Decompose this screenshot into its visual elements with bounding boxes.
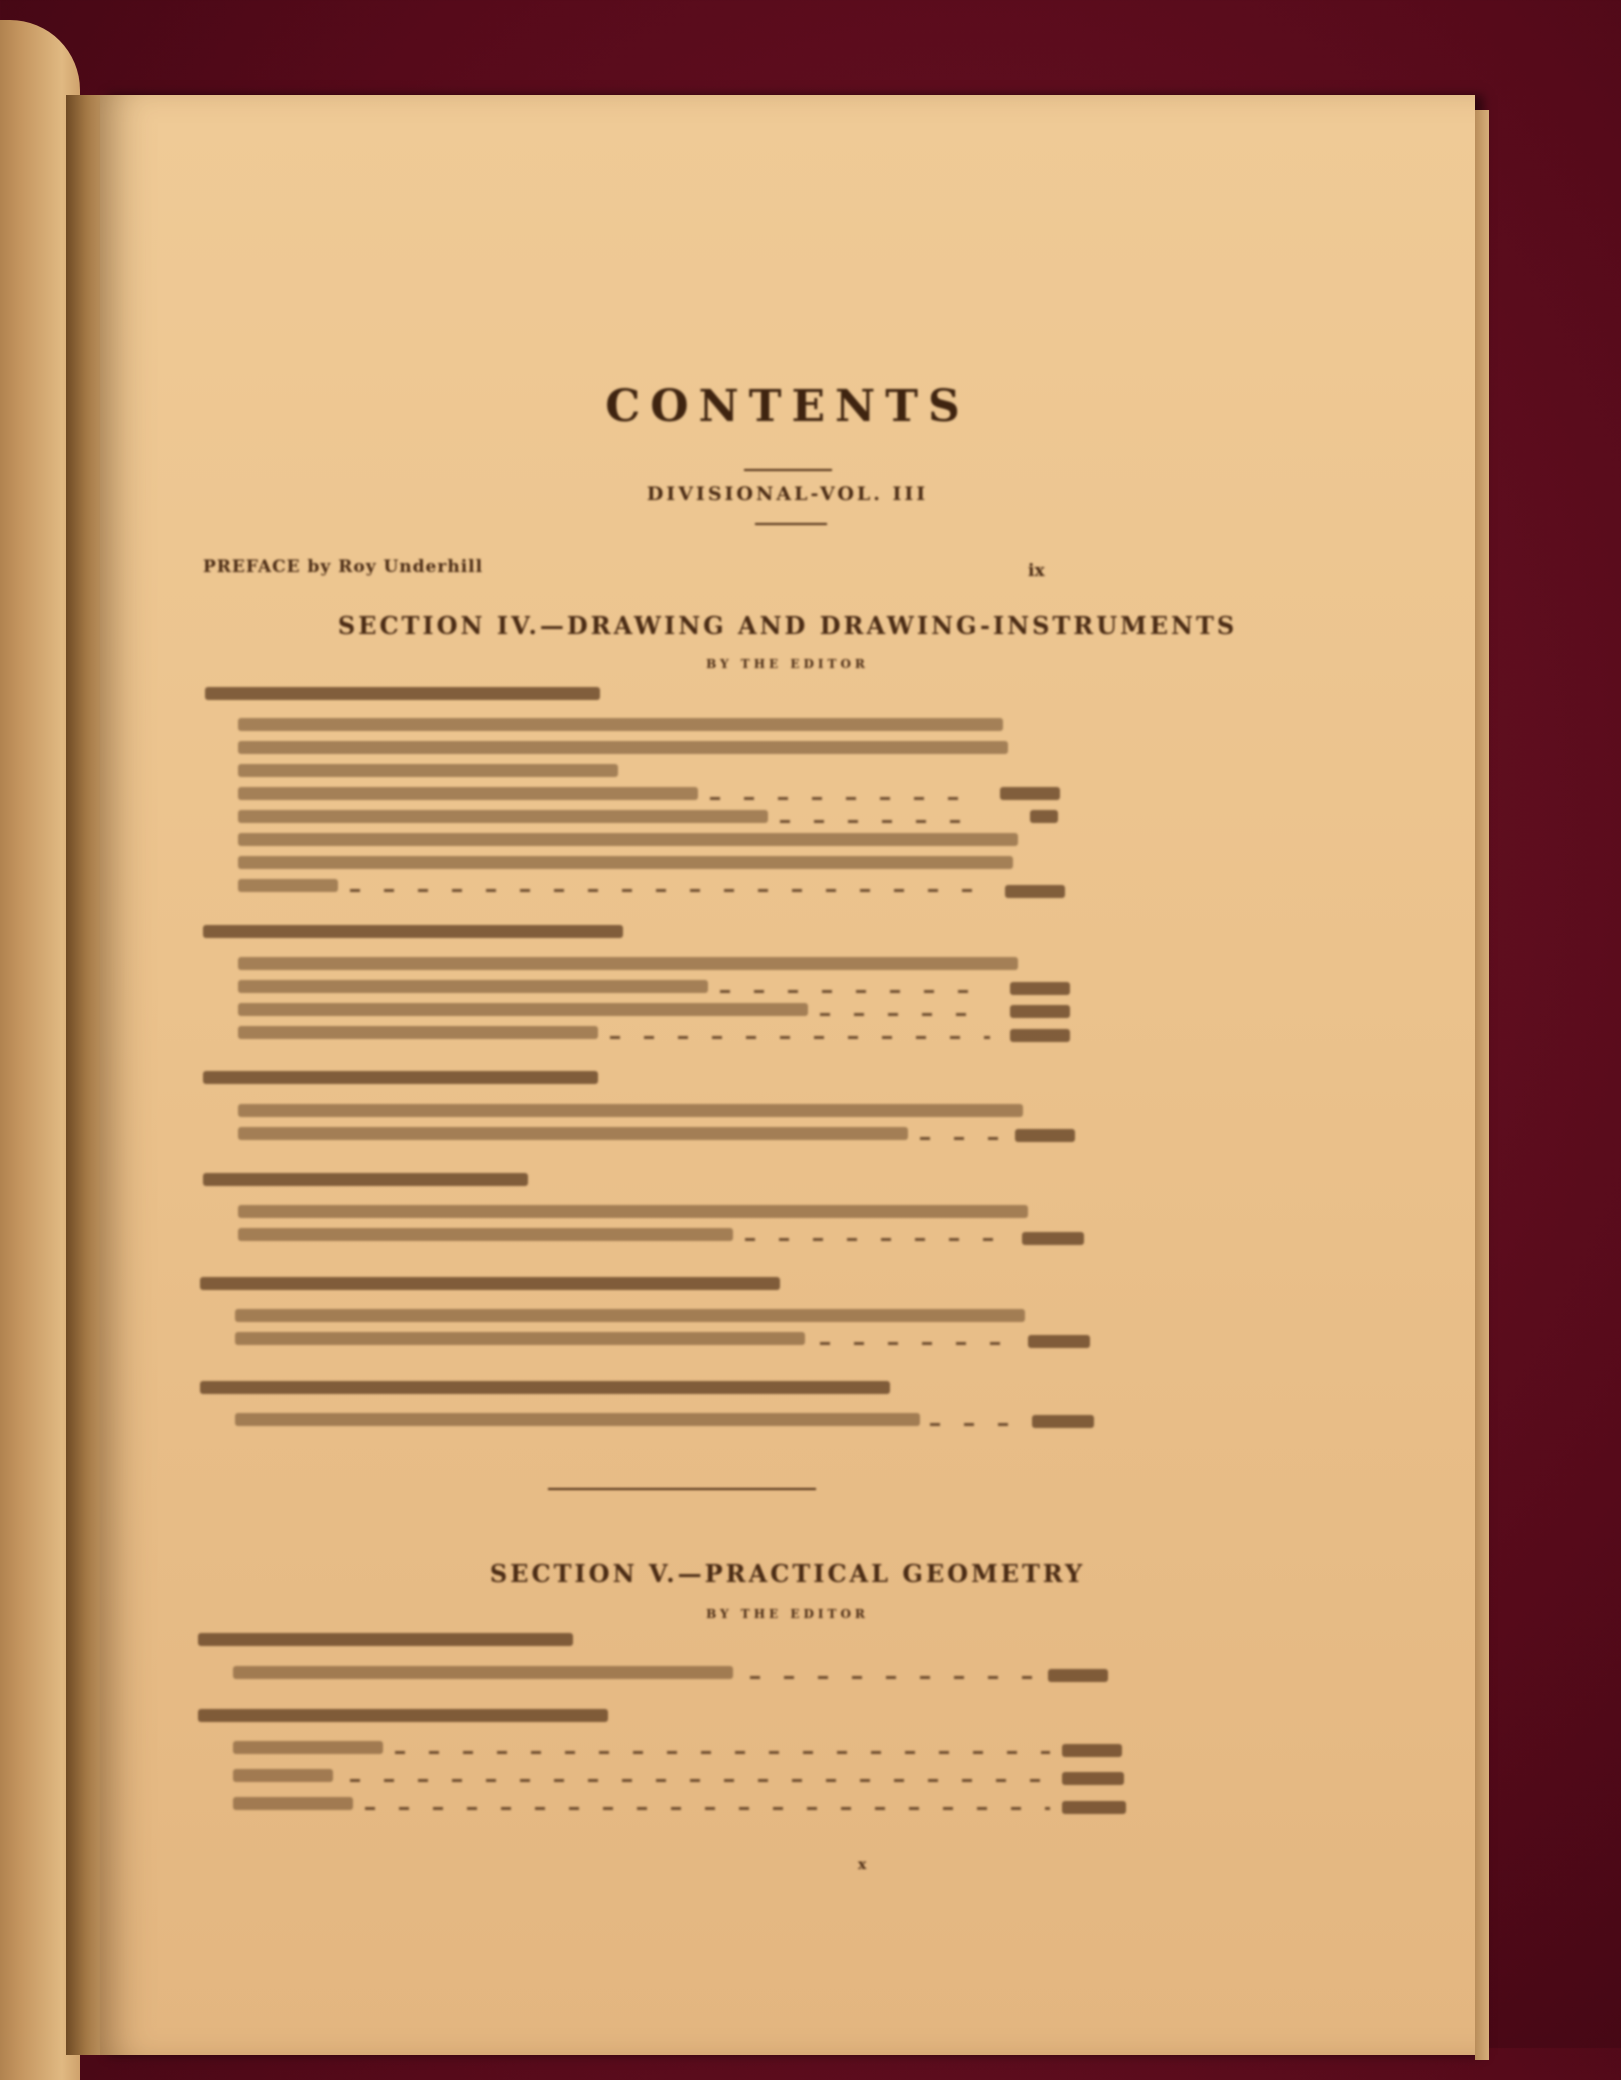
- page-range: [1062, 1801, 1126, 1814]
- page-content: [100, 95, 1475, 2055]
- leader-dots: [920, 1137, 1000, 1140]
- page-range: [1030, 810, 1058, 823]
- section-5-byline: BY THE EDITOR: [706, 1607, 869, 1621]
- page-range: [1010, 1029, 1070, 1042]
- entry-line: [235, 1309, 1025, 1322]
- page-range: [1010, 982, 1070, 995]
- chapter-heading: [200, 1381, 890, 1394]
- leader-dots: [720, 990, 980, 993]
- page-range: [1000, 787, 1060, 800]
- entry-line: [238, 980, 708, 993]
- page-range: [1062, 1744, 1122, 1757]
- entry-line: [238, 787, 698, 800]
- chapter-heading: [203, 1173, 528, 1186]
- leader-dots: [930, 1423, 1025, 1426]
- preface-page: ix: [1028, 561, 1045, 581]
- leader-dots: [610, 1036, 990, 1039]
- entry-line: [238, 764, 618, 777]
- chapter-heading: [205, 687, 600, 700]
- preface-entry: PREFACE by Roy Underhill: [203, 557, 484, 577]
- page-range: [1010, 1005, 1070, 1018]
- entry-line: [238, 1228, 733, 1241]
- page-folio: x: [858, 1857, 867, 1873]
- leader-dots: [365, 1807, 1050, 1810]
- title-rule-bottom: [755, 523, 827, 525]
- entry-line: [238, 1127, 908, 1140]
- entry-line: [235, 1332, 805, 1345]
- entry-line: [233, 1797, 353, 1810]
- book-page: [100, 95, 1475, 2055]
- leader-dots: [350, 1779, 1050, 1782]
- section-divider: [548, 1488, 816, 1490]
- section-4-heading: SECTION IV.—DRAWING AND DRAWING-INSTRUMENTS: [337, 611, 1238, 640]
- page-title: CONTENTS: [605, 381, 970, 432]
- entry-line: [233, 1769, 333, 1782]
- chapter-heading: [198, 1709, 608, 1722]
- entry-line: [238, 1205, 1028, 1218]
- entry-line: [233, 1666, 733, 1679]
- entry-line: [238, 718, 1003, 731]
- leader-dots: [820, 1342, 1020, 1345]
- chapter-heading: [203, 1071, 598, 1084]
- page-range: [1022, 1232, 1084, 1245]
- entry-line: [238, 741, 1008, 754]
- page-range: [1028, 1335, 1090, 1348]
- chapter-heading: [198, 1633, 573, 1646]
- entry-line: [238, 1003, 808, 1016]
- leader-dots: [710, 797, 970, 800]
- page-range: [1062, 1772, 1124, 1785]
- section-4-byline: BY THE EDITOR: [706, 657, 869, 671]
- page-range: [1048, 1669, 1108, 1682]
- entry-line: [235, 1413, 920, 1426]
- leader-dots: [395, 1751, 1050, 1754]
- page-range: [1015, 1129, 1075, 1142]
- entry-line: [233, 1741, 383, 1754]
- entry-line: [238, 856, 1013, 869]
- chapter-heading: [200, 1277, 780, 1290]
- page-subtitle: DIVISIONAL-VOL. III: [646, 483, 929, 505]
- entry-line: [238, 879, 338, 892]
- entry-line: [238, 833, 1018, 846]
- entry-line: [238, 1026, 598, 1039]
- page-range: [1032, 1415, 1094, 1428]
- leader-dots: [745, 1238, 1010, 1241]
- page-fore-edge: [1475, 110, 1489, 2060]
- leader-dots: [780, 820, 980, 823]
- entry-line: [238, 810, 768, 823]
- section-5-heading: SECTION V.—PRACTICAL GEOMETRY: [489, 1559, 1086, 1588]
- page-range: [1005, 885, 1065, 898]
- leader-dots: [350, 889, 990, 892]
- entry-line: [238, 1104, 1023, 1117]
- title-rule-top: [744, 469, 832, 471]
- chapter-heading: [203, 925, 623, 938]
- entry-line: [238, 957, 1018, 970]
- leader-dots: [820, 1013, 990, 1016]
- leader-dots: [750, 1676, 1040, 1679]
